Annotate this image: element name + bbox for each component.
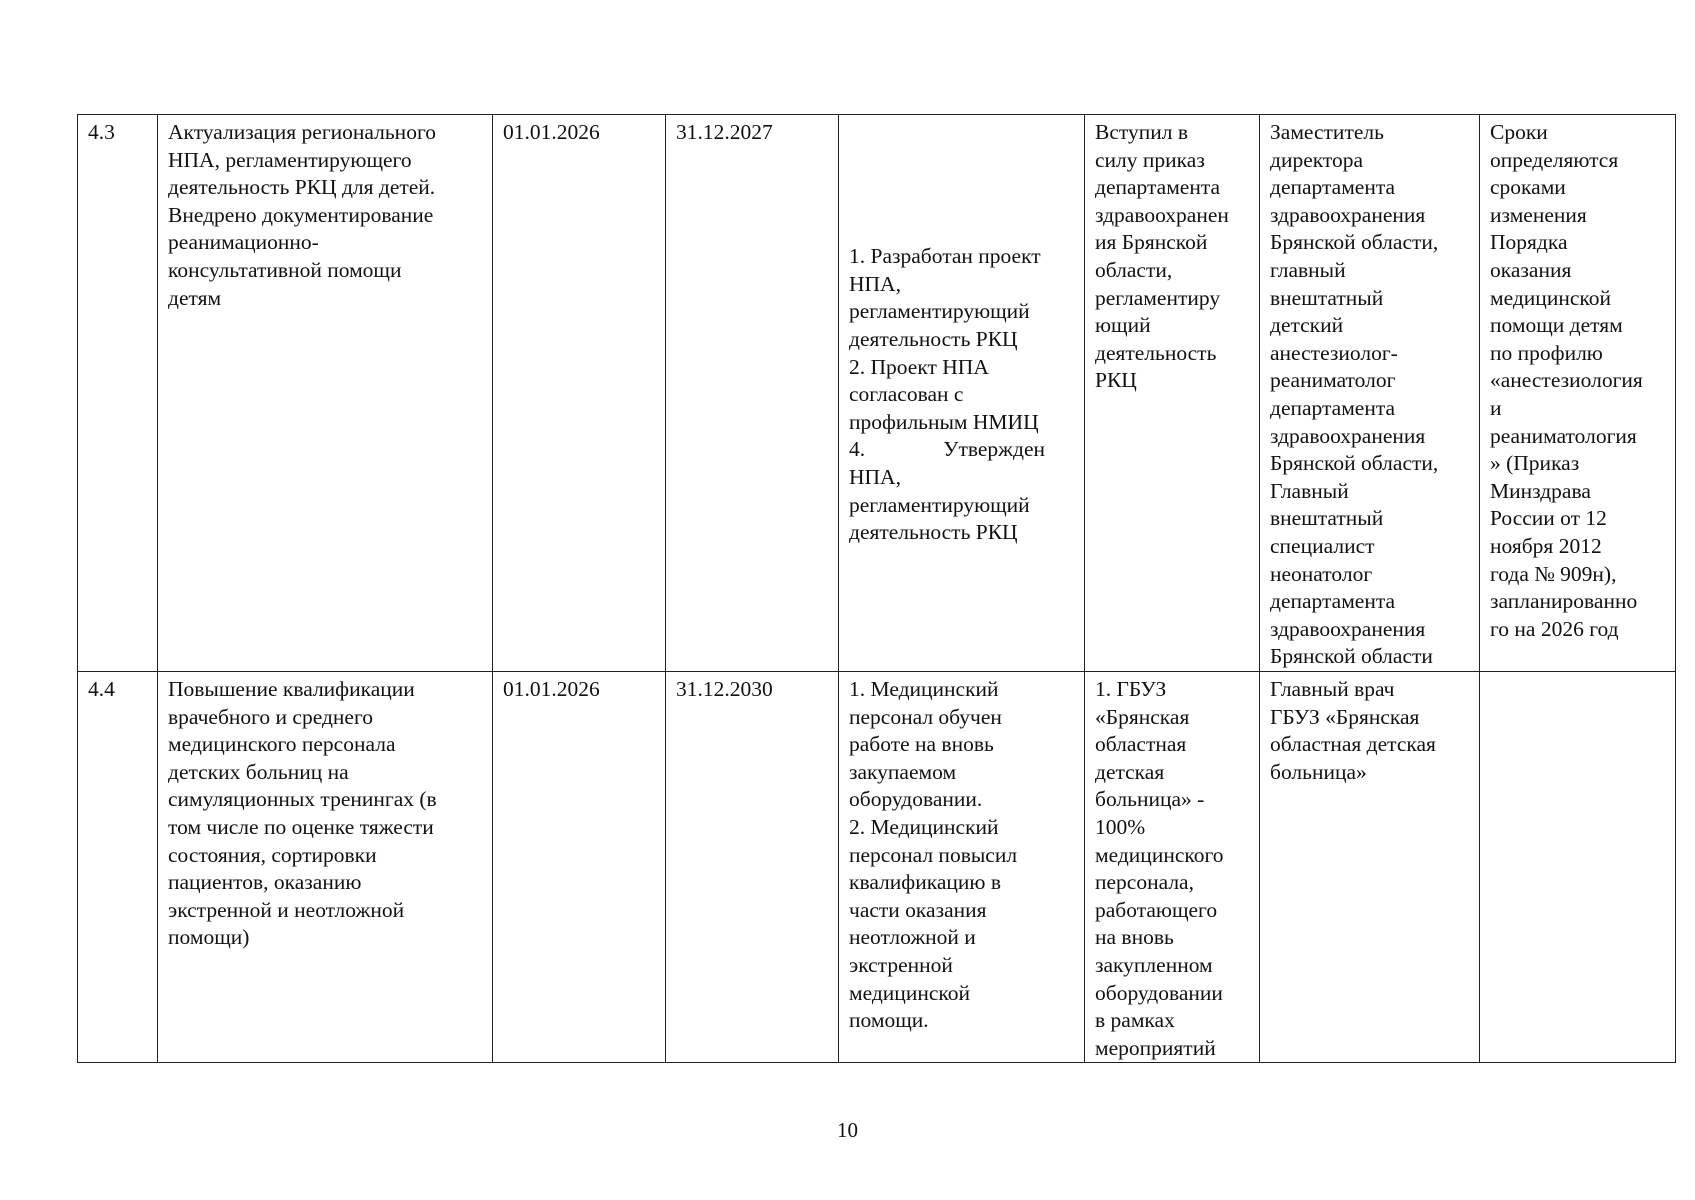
- cell-text-line: внештатный: [1270, 506, 1384, 531]
- cell-text-line: запланированно: [1490, 589, 1638, 614]
- cell-text-line: части оказания: [849, 897, 987, 922]
- cell-text-line: «анестезиология: [1490, 368, 1643, 393]
- notes-cell: [1480, 672, 1676, 1063]
- start-date-cell: 01.01.2026: [493, 672, 666, 1063]
- cell-text-line: департамента: [1270, 395, 1396, 420]
- cell-text-line: департамента: [1270, 175, 1396, 200]
- cell-text-line: [849, 436, 1045, 464]
- cell-text-line: деятельность РКЦ для детей.: [168, 175, 436, 200]
- cell-text-line: определяются: [1490, 147, 1619, 172]
- cell-text-line: медицинского персонала: [168, 732, 396, 757]
- cell-text-line: детская: [1095, 759, 1165, 784]
- cell-text-line: Брянской области,: [1270, 451, 1439, 476]
- cell-text-line: помощи): [168, 925, 250, 950]
- cell-text-line: работе на вновь: [849, 732, 994, 757]
- task-cell: [158, 115, 493, 672]
- cell-text-line: детский: [1270, 313, 1344, 338]
- activities-table: [77, 114, 1676, 1063]
- cell-text-line: области,: [1095, 257, 1173, 282]
- cell-text-line: состояния, сортировки: [168, 842, 377, 867]
- row-number-cell: 4.4: [78, 672, 158, 1063]
- cell-text-line: Главный: [1270, 478, 1349, 503]
- cell-text-line: 1. ГБУЗ: [1095, 677, 1167, 701]
- cell-text-line: по профилю: [1490, 340, 1603, 365]
- cell-text-line: медицинской: [849, 980, 970, 1005]
- cell-text-line: 1. Разработан проект: [849, 244, 1041, 269]
- cell-text-line: силу приказ: [1095, 147, 1205, 172]
- cell-text-line: Вступил в: [1095, 120, 1189, 144]
- cell-text-line: департамента: [1095, 175, 1221, 200]
- end-date-cell: 31.12.2027: [666, 115, 839, 672]
- cell-text-line: 2. Проект НПА: [849, 354, 989, 379]
- table-row: [78, 115, 1676, 672]
- cell-text-line: медицинского: [1095, 842, 1224, 867]
- cell-text-line: изменения: [1490, 202, 1587, 227]
- cell-text-line: России от 12: [1490, 506, 1607, 531]
- cell-text-line: Минздрава: [1490, 478, 1591, 503]
- cell-text-line: деятельность: [1095, 340, 1217, 365]
- results-cell: [839, 115, 1085, 672]
- cell-text-line: здравоохранения: [1270, 616, 1426, 641]
- cell-text-line: Брянской области,: [1270, 230, 1439, 255]
- cell-text-line: го на 2026 год: [1490, 616, 1619, 641]
- cell-text-line: и: [1490, 395, 1502, 420]
- cell-text-line: неонатолог: [1270, 561, 1373, 586]
- indicator-cell: [1085, 672, 1260, 1063]
- cell-text-line: детских больниц на: [168, 759, 349, 784]
- results-cell: [839, 672, 1085, 1063]
- table-row: [78, 672, 1676, 1063]
- cell-text-line: 1. Медицинский: [849, 677, 999, 701]
- cell-text-line: врачебного и среднего: [168, 704, 373, 729]
- cell-text-line: анестезиолог-: [1270, 340, 1398, 365]
- cell-text-line: сроками: [1490, 175, 1566, 200]
- cell-text-line: больница» -: [1095, 787, 1205, 812]
- cell-text-line: консультативной помощи: [168, 257, 402, 282]
- cell-text-line: реаниматология: [1490, 423, 1637, 448]
- cell-text-line: деятельность РКЦ: [849, 520, 1018, 545]
- cell-text-line: детям: [168, 285, 222, 310]
- cell-text-line: здравоохранения: [1270, 202, 1426, 227]
- cell-text-line: регламентиру: [1095, 285, 1221, 310]
- cell-text-line: работающего: [1095, 897, 1218, 922]
- cell-text-fragment: 4.: [849, 437, 866, 462]
- cell-text-line: Заместитель: [1270, 120, 1384, 144]
- notes-cell: [1480, 115, 1676, 672]
- cell-text-line: » (Приказ: [1490, 451, 1580, 476]
- cell-text-line: профильным НМИЦ: [849, 409, 1039, 434]
- cell-text-line: ГБУЗ «Брянская: [1270, 704, 1420, 729]
- cell-text-line: закупаемом: [849, 759, 957, 784]
- cell-text-line: НПА,: [849, 271, 901, 296]
- cell-text-line: «Брянская: [1095, 704, 1190, 729]
- cell-text-line: экстренной и неотложной: [168, 897, 405, 922]
- cell-text-line: 100%: [1095, 814, 1146, 839]
- cell-text-line: ноября 2012: [1490, 533, 1602, 558]
- responsible-cell: [1260, 115, 1480, 672]
- cell-text-line: НПА,: [849, 464, 901, 489]
- cell-text-line: закупленном: [1095, 952, 1213, 977]
- responsible-cell: [1260, 672, 1480, 1063]
- cell-text-line: ющий: [1095, 313, 1151, 338]
- cell-text-line: больница»: [1270, 759, 1367, 784]
- cell-text-line: Главный врач: [1270, 677, 1395, 701]
- end-date-cell: 31.12.2030: [666, 672, 839, 1063]
- cell-text-line: оборудовании.: [849, 787, 983, 812]
- cell-text-line: неотложной и: [849, 925, 976, 950]
- cell-text-line: симуляционных тренингах (в: [168, 787, 437, 812]
- cell-text-line: в рамках: [1095, 1008, 1175, 1033]
- page-number: 10: [837, 1118, 858, 1142]
- cell-text-line: главный: [1270, 257, 1346, 282]
- cell-text-line: РКЦ: [1095, 368, 1137, 393]
- cell-text-line: помощи.: [849, 1008, 929, 1033]
- cell-text-line: оказания: [1490, 257, 1572, 282]
- cell-text-line: квалификацию в: [849, 870, 1001, 895]
- cell-text-line: специалист: [1270, 533, 1375, 558]
- cell-text-line: регламентирующий: [849, 299, 1030, 324]
- cell-text-line: Повышение квалификации: [168, 677, 415, 701]
- cell-text-line: департамента: [1270, 589, 1396, 614]
- cell-text-line: НПА, регламентирующего: [168, 147, 412, 172]
- cell-text-line: на вновь: [1095, 925, 1174, 950]
- cell-text-line: здравоохранен: [1095, 202, 1229, 227]
- cell-text-line: пациентов, оказанию: [168, 870, 362, 895]
- cell-text-line: областная: [1095, 732, 1187, 757]
- cell-text-line: здравоохранения: [1270, 423, 1426, 448]
- cell-text-line: года № 909н),: [1490, 561, 1617, 586]
- cell-text-line: директора: [1270, 147, 1364, 172]
- cell-text-line: реанимационно-: [168, 230, 319, 255]
- cell-text-line: 2. Медицинский: [849, 814, 999, 839]
- row-number-cell: 4.3: [78, 115, 158, 672]
- task-cell: [158, 672, 493, 1063]
- cell-text-line: персонала,: [1095, 870, 1194, 895]
- cell-text-line: внештатный: [1270, 285, 1384, 310]
- indicator-cell: [1085, 115, 1260, 672]
- cell-text-line: медицинской: [1490, 285, 1611, 310]
- cell-text-line: Брянской области: [1270, 644, 1433, 669]
- cell-text-line: оборудовании: [1095, 980, 1223, 1005]
- cell-text-line: персонал повысил: [849, 842, 1018, 867]
- cell-text-line: областная детская: [1270, 732, 1436, 757]
- cell-text-line: Сроки: [1490, 120, 1548, 144]
- cell-text-line: Актуализация регионального: [168, 120, 436, 144]
- cell-text-line: согласован с: [849, 382, 964, 407]
- cell-text-line: персонал обучен: [849, 704, 1002, 729]
- cell-text-line: деятельность РКЦ: [849, 327, 1018, 352]
- cell-text-line: ия Брянской: [1095, 230, 1208, 255]
- start-date-cell: 01.01.2026: [493, 115, 666, 672]
- cell-text-line: том числе по оценке тяжести: [168, 814, 434, 839]
- cell-text-line: мероприятий: [1095, 1035, 1216, 1060]
- cell-text-line: Внедрено документирование: [168, 202, 434, 227]
- cell-text-line: экстренной: [849, 952, 953, 977]
- cell-text-fragment: Утвержден: [943, 437, 1045, 462]
- cell-text-line: помощи детям: [1490, 313, 1623, 338]
- cell-text-line: регламентирующий: [849, 492, 1030, 517]
- cell-text-line: Порядка: [1490, 230, 1568, 255]
- cell-text-line: реаниматолог: [1270, 368, 1396, 393]
